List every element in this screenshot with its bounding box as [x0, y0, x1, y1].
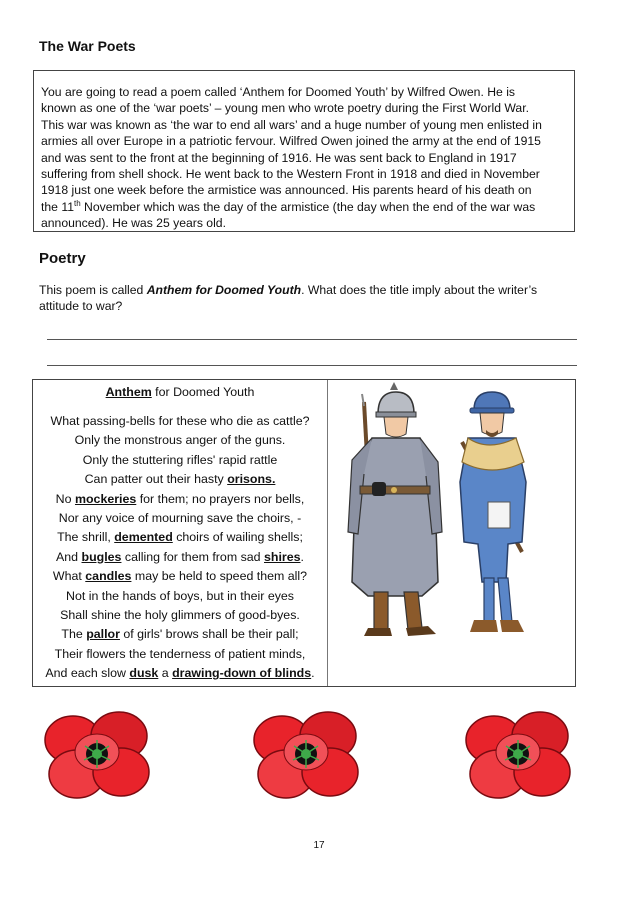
question-poem-title: Anthem for Doomed Youth: [146, 283, 302, 297]
poem-text: may be held to speed them all?: [131, 569, 308, 584]
poem-text: .: [311, 666, 315, 681]
intro-line: 1918 just one week before the armistice was announced. His parents heard of his death on: [41, 183, 532, 198]
intro-line: armies all over Europe in a patriotic fervour. Wilfred Owen joined the army at the end of 1915: [41, 134, 541, 149]
keyword: demented: [114, 530, 173, 545]
question-prefix: This poem is called: [39, 283, 147, 297]
keyword: shires: [264, 549, 301, 564]
poem-line: Nor any voice of mourning save the choirs, -: [58, 510, 302, 525]
poem-line: Only the monstrous anger of the guns.: [74, 433, 286, 448]
poem-text: What: [52, 569, 86, 584]
poppy-icon: [254, 712, 358, 798]
keyword: drawing-down of blinds: [172, 666, 312, 681]
poem-line: Their flowers the tenderness of patient minds,: [54, 646, 306, 661]
poem-text: calling for them from sad: [121, 549, 264, 564]
poem-line: [33, 567, 327, 586]
poem-line: [33, 470, 327, 489]
poem-title: [33, 385, 327, 412]
question-line-2: attitude to war?: [39, 298, 123, 313]
intro-line: and was sent to the front at the beginning of 1916. He was sent back to England in 1917: [41, 150, 517, 165]
poem-line: [33, 548, 327, 567]
poem-text: And each slow: [45, 666, 130, 681]
poem-text: of girls' brows shall be their pall;: [119, 627, 299, 642]
poem-text: choirs of wailing shells;: [172, 530, 303, 545]
poppy-icon: [45, 712, 149, 798]
section-heading-poetry: Poetry: [39, 250, 86, 267]
french-soldier-icon: [460, 392, 526, 632]
page-title: The War Poets: [39, 38, 136, 54]
poem-title-rest: for Doomed Youth: [151, 385, 255, 399]
intro-line: suffering from shell shock. He went back to the Western Front in 1918 and died in November: [41, 167, 540, 182]
poem-text: a: [158, 666, 173, 681]
intro-box: [33, 70, 575, 232]
poem-line: [33, 664, 327, 683]
keyword: pallor: [86, 627, 120, 642]
keyword: Anthem: [105, 385, 152, 399]
keyword: orisons.: [227, 472, 276, 487]
poem-line: Not in the hands of boys, but in their eyes: [66, 588, 294, 603]
poem-line: Shall shine the holy glimmers of good-byes.: [60, 607, 300, 622]
poem-text: The shrill,: [57, 530, 115, 545]
poem: [33, 380, 327, 683]
poem-text: Can patter out their hasty: [84, 472, 228, 487]
poem-text: And: [56, 549, 82, 564]
answer-line-2[interactable]: [47, 365, 577, 366]
poem-line: [33, 528, 327, 547]
page-number: 17: [313, 840, 325, 851]
poem-text: No: [55, 491, 75, 506]
poem-text: The: [61, 627, 87, 642]
question-text: [39, 283, 579, 314]
intro-line: known as one of the ‘war poets’ – young men who wrote poetry during the First World War.: [41, 101, 529, 116]
intro-line: announced). He was 25 years old.: [41, 216, 226, 231]
poem-text: for them; no prayers nor bells,: [136, 491, 305, 506]
poem-line: Only the stuttering rifles' rapid rattle: [82, 452, 278, 467]
keyword: mockeries: [74, 491, 137, 506]
ordinal-suffix: th: [73, 198, 81, 208]
question-suffix: . What does the title imply about the writer’s: [301, 283, 538, 297]
intro-line: This war was known as ‘the war to end all wars’ and a huge number of young men enlisted in: [41, 117, 542, 132]
poem-line: [33, 490, 327, 509]
keyword: candles: [85, 569, 132, 584]
poem-line: What passing-bells for these who die as cattle?: [50, 414, 310, 428]
intro-line: You are going to read a poem called ‘Anthem for Doomed Youth’ by Wilfred Owen. He is: [41, 85, 516, 99]
poppies-row: [0, 700, 638, 810]
keyword: dusk: [129, 666, 159, 681]
intro-text: the 11: [41, 199, 74, 214]
soldiers-illustration: [312, 382, 552, 648]
answer-line-1[interactable]: [47, 339, 577, 340]
keyword: bugles: [81, 549, 122, 564]
poem-text: .: [300, 549, 304, 564]
poem-line: [33, 625, 327, 644]
poppy-icon: [466, 712, 570, 798]
intro-line: [41, 199, 566, 215]
intro-text: November which was the day of the armistice (the day when the end of the war was: [80, 199, 536, 214]
german-soldier-icon: [348, 382, 442, 636]
